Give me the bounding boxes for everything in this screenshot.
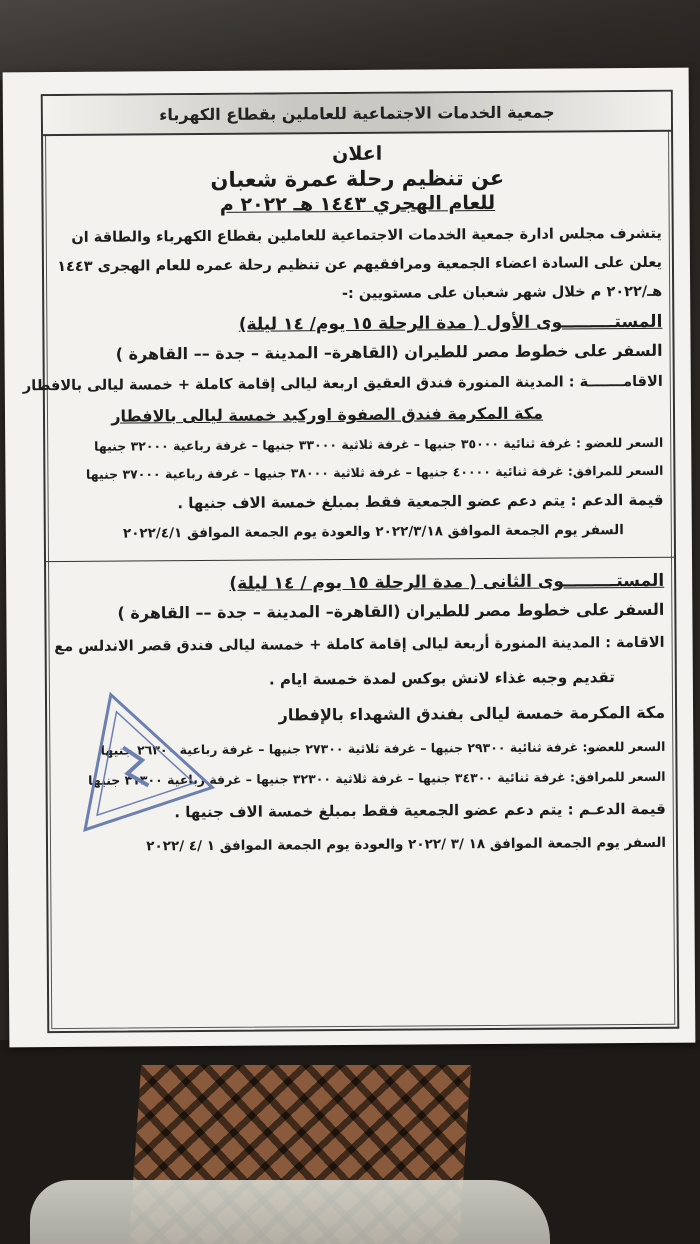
level2-price-member: السعر للعضو: غرفة ثنائية ٢٩٣٠٠ جنيها – غرفة ثلاثية ٢٧٣٠٠ جنيها – غرفة رباعية ٢٦٣٠٠ جنيها — [100, 738, 666, 758]
level1-title: المستـــــــــوى الأول ( مدة الرحلة ١٥ يوم/ ١٤ ليلة) — [238, 311, 663, 335]
level1-dates: السفر يوم الجمعة الموافق ٢٠٢٢/٣/١٨ والعودة يوم الجمعة الموافق ٢٠٢٢/٤/١ — [122, 522, 624, 542]
level2-support: قيمة الدعـم : يتم دعم عضو الجمعية فقط بمبلغ خمسة الاف جنيها . — [174, 799, 666, 822]
announcement-intro: يتشرف مجلس ادارة جمعية الخدمات الاجتماعية للعاملين بقطاع الكهرباء والطاقة ان يعلن على السادة اعضاء الجمعية ومرافقيهم عن تنظيم رحلة عمره للعام الهجرى ١٤٤٣ هـ/٢٠٢٢ م خلال شهر شعبان على مستويين :- — [57, 225, 663, 303]
announcement-title: اعلان — [332, 142, 383, 166]
announcement-year: للعام الهجري ١٤٤٣ هـ ٢٠٢٢ م — [219, 191, 496, 216]
section-divider — [46, 557, 674, 562]
level1-price-member: السعر للعضو : غرفة ثنائية ٣٥٠٠٠ جنيها – غرفة ثلاثية ٣٣٠٠٠ جنيها – غرفة رباعية ٣٢٠٠٠ جنيها — [94, 434, 664, 454]
white-cloth — [30, 1180, 550, 1244]
level2-dates: السفر يوم الجمعة الموافق ١٨ /٣ /٢٠٢٢ والعودة يوم الجمعة الموافق ١ /٤ /٢٠٢٢ — [146, 834, 667, 855]
level1-stay: الاقامـــــــة : المدينة المنورة فندق العقيق اربعة ليالى إقامة كاملة + خمسة ليالى بالافطار — [22, 373, 663, 395]
announcement-subtitle: عن تنظيم رحلة عمرة شعبان — [210, 165, 505, 192]
level2-title: المستـــــــــوى الثانى ( مدة الرحلة ١٥ يوم / ١٤ ليلة) — [229, 570, 665, 594]
level1-flight: السفر على خطوط مصر للطيران (القاهرة– المدينة – جدة –– القاهرة ) — [115, 340, 663, 364]
level2-stay: الاقامة : المدينة المنورة أربعة ليالى إقامة كاملة + خمسة ليالى فندق قصر الاندلس مع — [54, 634, 665, 656]
level1-support: قيمة الدعم : يتم دعم عضو الجمعية فقط بمبلغ خمسة الاف جنيها . — [177, 490, 664, 513]
level2-stay-cont: تقديم وجبه غذاء لانش بوكس لمدة خمسة ايام . — [268, 668, 615, 689]
level2-flight: السفر على خطوط مصر للطيران (القاهرة– المدينة – جدة –– القاهرة ) — [117, 599, 665, 623]
organization-name: جمعية الخدمات الاجتماعية للعاملين بقطاع الكهرباء — [159, 102, 555, 124]
document-body — [22, 136, 667, 1020]
level1-makkah: مكة المكرمة فندق الصفوة اوركيد خمسة ليالى بالافطار — [111, 403, 544, 426]
document-paper — [3, 68, 696, 1048]
level1-price-companion: السعر للمرافق: غرفة ثنائية ٤٠٠٠٠ جنيها – غرفة ثلاثية ٣٨٠٠٠ جنيها – غرفة رباعية ٣٧٠٠٠ جنيها — [85, 462, 664, 482]
level2-price-companion: السعر للمرافق: غرفة ثنائية ٣٤٣٠٠ جنيها – غرفة ثلاثية ٣٢٣٠٠ جنيها – غرفة رباعية ٣١٣٠٠ جنيها — [88, 768, 666, 788]
organization-header — [43, 92, 671, 136]
document-frame — [22, 90, 680, 1033]
level2-makkah: مكة المكرمة خمسة ليالى بفندق الشهداء بالإفطار — [278, 702, 666, 725]
